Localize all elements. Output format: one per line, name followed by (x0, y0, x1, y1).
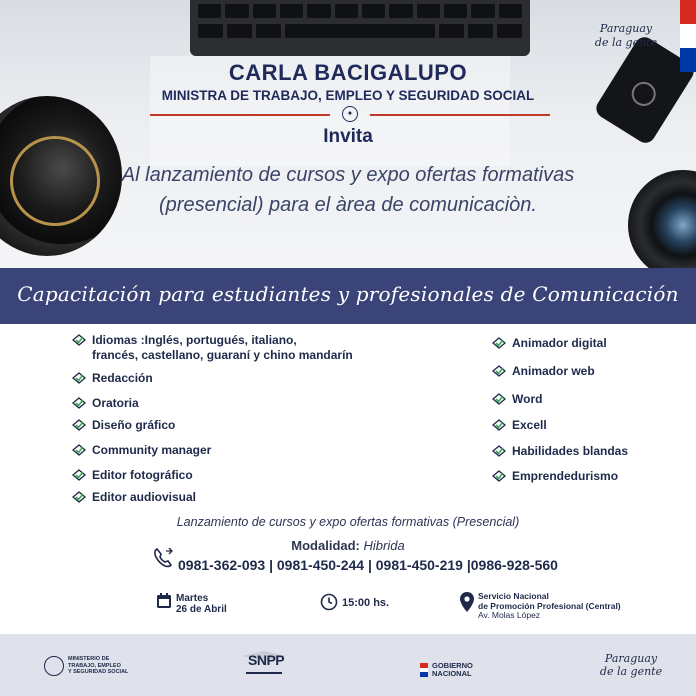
snpp-text: SNPP (248, 652, 285, 668)
modality-label: Modalidad: (291, 538, 360, 553)
check-arrow-icon (492, 393, 506, 405)
list-item (492, 336, 607, 351)
check-arrow-icon (492, 445, 506, 457)
list-item (492, 444, 628, 459)
clock-icon (320, 593, 338, 611)
location-pin-icon (460, 592, 474, 612)
list-item-label: Animador digital (512, 336, 607, 350)
mtess-line3: Y SEGURIDAD SOCIAL (68, 669, 129, 676)
calendar-icon (156, 593, 172, 609)
mtess-line2: TRABAJO, EMPLEO (68, 662, 121, 669)
ministry-title: MINISTRA DE TRABAJO, EMPLEO Y SEGURIDAD SOCIAL (161, 88, 535, 103)
list-item-label: Oratoria (92, 396, 139, 410)
check-arrow-icon (492, 419, 506, 431)
minister-name: CARLA BACIGALUPO (228, 60, 468, 85)
banner (0, 268, 696, 324)
list-item-label: Emprendedurismo (512, 469, 619, 483)
event-place (478, 592, 621, 621)
seal-icon: ✦ (342, 106, 358, 122)
brand-line2: de la gente (594, 36, 658, 49)
check-arrow-icon (72, 419, 86, 431)
keyboard-row (198, 4, 522, 18)
list-item-label: Excell (512, 418, 547, 432)
footer (0, 634, 696, 696)
gob-line1: GOBIERNO (432, 661, 473, 670)
list-item (72, 418, 175, 433)
list-item-label: Diseño gráfico (92, 418, 176, 432)
brand-logo-top (580, 22, 672, 50)
gob-line2: NACIONAL (432, 669, 472, 678)
snpp-logo (240, 650, 288, 680)
brand-line1: Paraguay (604, 652, 658, 665)
date-full: 26 de Abril (176, 604, 227, 615)
list-item-label: Community manager (92, 443, 212, 457)
check-arrow-icon (72, 372, 86, 384)
check-arrow-icon (492, 365, 506, 377)
flag-icon (420, 663, 428, 677)
brand-line2: de la gente (599, 665, 663, 678)
check-arrow-icon (72, 469, 86, 481)
banner-title: Capacitación para estudiantes y profesionales de Comunicación (17, 282, 679, 306)
list-item (492, 364, 595, 379)
modality-value: Hibrida (363, 538, 405, 553)
list-item (492, 392, 542, 407)
list-item (72, 396, 139, 411)
brand-logo-bottom (596, 652, 666, 678)
list-item (492, 469, 618, 484)
check-arrow-icon (72, 444, 86, 456)
place-line2: de Promoción Profesional (Central) (478, 600, 621, 611)
list-item-label: Editor fotográfico (92, 468, 193, 482)
check-arrow-icon (72, 491, 86, 503)
keyboard-row (198, 24, 522, 38)
launch-subtitle: Lanzamiento de cursos y expo ofertas formativas (Presencial) (176, 515, 520, 529)
date-day: Martes (176, 593, 209, 604)
list-item-label: Idiomas :Inglés, portugués, italiano, (92, 333, 297, 347)
hero-photo (0, 0, 696, 268)
list-item (72, 371, 153, 386)
divider-right (370, 114, 550, 116)
intro-line2: (presencial) para el àrea de comunicaciòn. (159, 194, 537, 216)
list-item-label: Animador web (512, 364, 595, 378)
list-item-label: Habilidades blandas (512, 444, 629, 458)
phone-numbers: 0981-362-093 | 0981-450-244 | 0981-450-219 |0986-928-560 (178, 557, 558, 573)
list-item (72, 468, 193, 483)
list-item-label: Word (512, 392, 543, 406)
list-item (492, 418, 547, 433)
invita-heading: Invita (323, 126, 373, 147)
list-item-label: Redacción (92, 371, 153, 385)
course-list-left (72, 333, 372, 513)
brand-line1: Paraguay (599, 22, 653, 35)
mtess-line1: MINISTERIO DE (68, 656, 110, 663)
check-arrow-icon (72, 334, 86, 346)
check-arrow-icon (492, 470, 506, 482)
place-line3: Av. Molas López (478, 610, 541, 620)
gobierno-logo (420, 662, 473, 678)
event-date (176, 593, 227, 615)
list-item (72, 333, 353, 363)
camera-lens-right (628, 170, 696, 268)
check-arrow-icon (492, 337, 506, 349)
list-item (72, 490, 196, 505)
mtess-logo (44, 656, 128, 676)
list-item (72, 443, 211, 458)
modality (0, 538, 696, 553)
list-item-label: francés, castellano, guaraní y chino mandarín (92, 348, 353, 362)
check-arrow-icon (72, 397, 86, 409)
event-time: 15:00 hs. (342, 597, 390, 609)
laptop-keyboard (190, 0, 530, 56)
phone-icon (152, 546, 176, 570)
divider-left (150, 114, 330, 116)
course-list-right (492, 336, 672, 486)
list-item-label: Editor audiovisual (92, 490, 197, 504)
intro-line1: Al lanzamiento de cursos y expo ofertas formativas (121, 164, 575, 186)
seal-icon (44, 656, 64, 676)
place-line1: Servicio Nacional (478, 591, 549, 601)
intro-text (60, 160, 636, 220)
